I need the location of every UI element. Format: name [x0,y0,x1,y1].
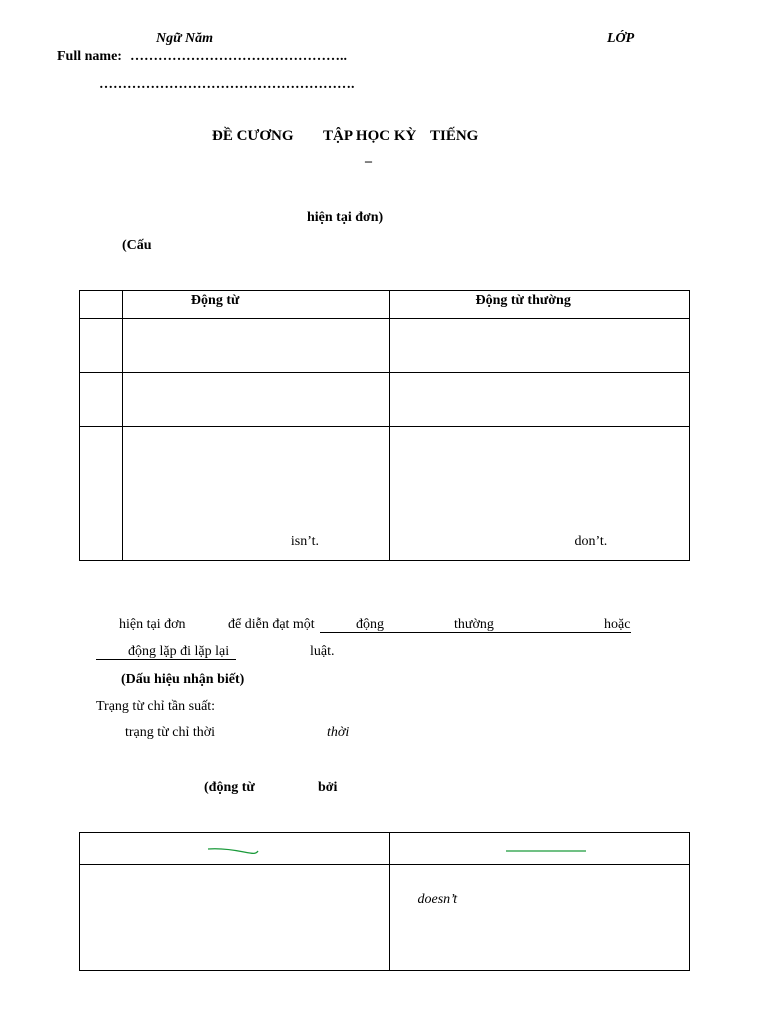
table-header-row [80,291,690,319]
title-dash: – [365,154,372,169]
frequency-adverbs-label: Trạng từ chỉ tần suất: [96,699,216,714]
signs-heading: (Dấu hiệu nhận biết) [121,672,245,687]
time-adverbs-italic: thời [327,725,350,740]
column-header-verb: Động từ [190,293,240,308]
negative-be-example: isn’t. [290,534,320,549]
table-cell [80,319,123,373]
negative-do-example: don’t. [574,534,608,549]
header-class: LỚP [607,31,635,46]
table-row [80,865,690,971]
usage-tense: hiện tại đơn [119,617,186,632]
table-cell [390,427,690,561]
table-cell [80,865,390,971]
doesnt-example: doesn’t [417,892,458,907]
full-name-dots-2: ………………………………………………. [99,77,355,92]
usage-or: hoặc [604,617,631,632]
table-cell [390,319,690,373]
usage-action: động [356,617,384,632]
table-cell [122,373,390,427]
table-header-cell [80,833,390,865]
column-header-ordinary-verb: Động từ thường [475,293,571,308]
full-name-label: Full name: [57,49,122,64]
table-cell [122,319,390,373]
section2-by: bởi [318,780,338,795]
title-part-3: TIẾNG [430,128,479,144]
table-header-row [80,833,690,865]
time-adverbs-label: trạng từ chỉ thời [125,725,216,740]
table-header-cell [390,833,690,865]
table-header-cell [390,291,690,319]
section1-heading: hiện tại đơn) [307,210,384,225]
header-school: Ngữ Năm [156,31,213,46]
full-name-dots: ……………………………………….. [130,49,347,64]
handwritten-green-mark [206,845,266,857]
table-row [80,373,690,427]
section2-verb: (động từ [204,780,255,795]
title-part-2: TẬP HỌC KỲ [323,128,417,144]
structure-table [79,290,690,561]
title-part-1: ĐỀ CƯƠNG [212,128,294,144]
usage-repeated: động lặp đi lặp lại [128,644,230,659]
table-cell [390,865,690,971]
usage-express: để diễn đạt một [228,617,315,632]
handwritten-green-line [504,848,594,854]
section1-sub: (Cấu [122,238,152,253]
usage-rule: luật. [310,644,335,659]
table-header-cell [122,291,390,319]
table-cell [80,427,123,561]
table-cell [122,427,390,561]
usage-usual: thường [454,617,494,632]
table-row [80,427,690,561]
table-cell [80,373,123,427]
table-cell [390,373,690,427]
table-row [80,319,690,373]
agreement-table [79,832,690,971]
usage-underline-1 [320,632,631,633]
usage-underline-2 [96,659,236,660]
table-header-cell [80,291,123,319]
